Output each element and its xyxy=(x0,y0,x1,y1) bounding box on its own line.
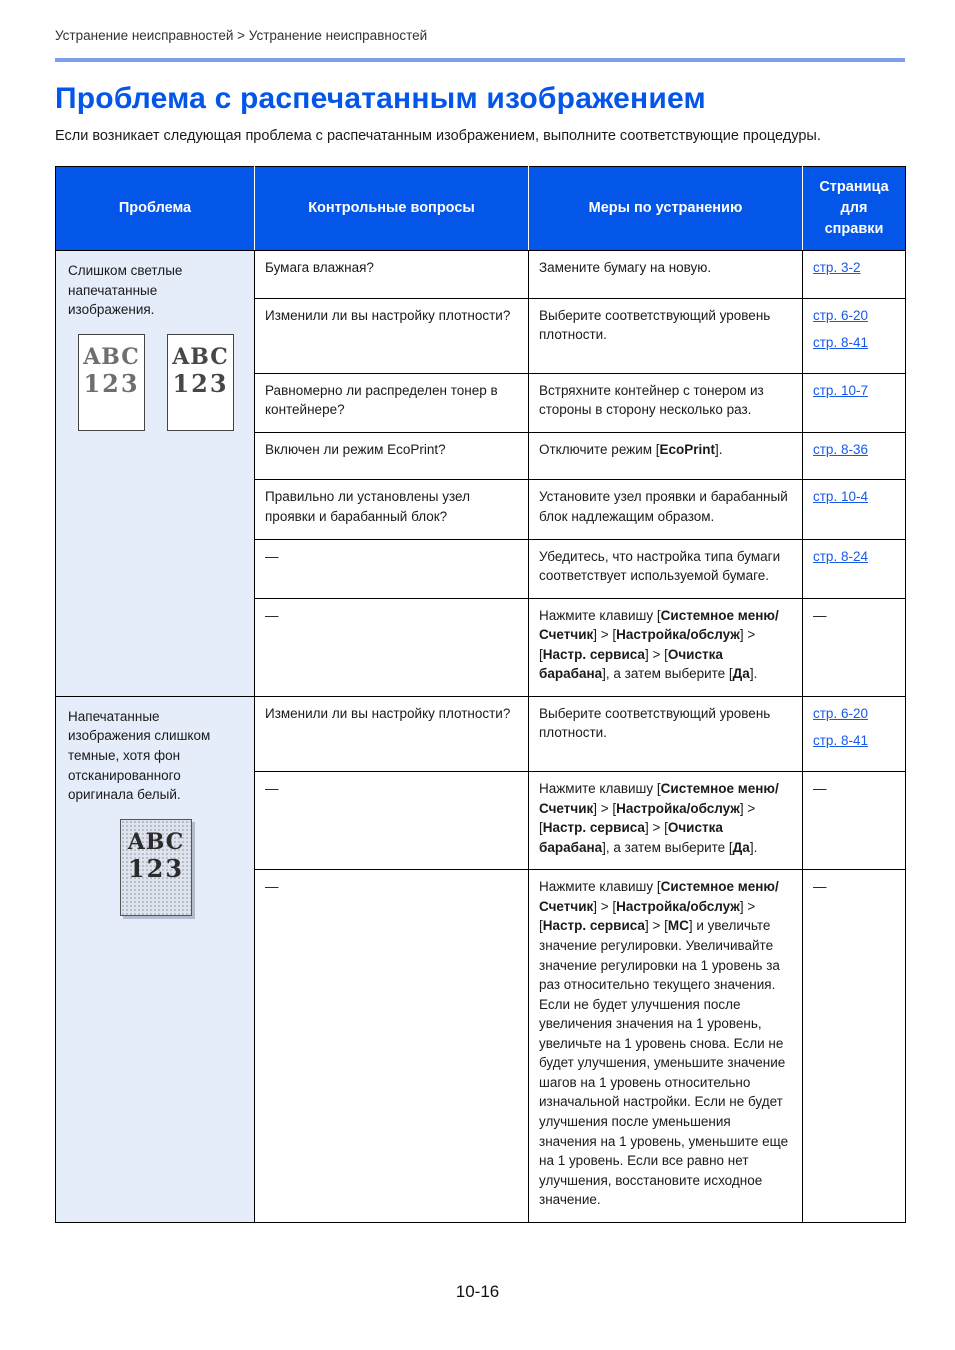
page-reference-link[interactable]: стр. 8-36 xyxy=(813,441,868,457)
reference-cell xyxy=(803,373,906,432)
page-content xyxy=(55,0,905,1223)
problem-cell xyxy=(56,696,255,1222)
problem-cell xyxy=(56,251,255,697)
question-cell: Бумага влажная? xyxy=(255,251,529,299)
remedy-cell: Установите узел проявки и барабанный блок надлежащим образом. xyxy=(529,480,803,539)
page-reference-link[interactable]: стр. 10-7 xyxy=(813,382,868,398)
remedy-cell: Выберите соответствующий уровень плотности. xyxy=(529,696,803,771)
reference-cell: — xyxy=(803,598,906,696)
header-questions: Контрольные вопросы xyxy=(255,167,529,251)
table-header xyxy=(56,167,906,251)
question-cell: — xyxy=(255,772,529,870)
intro-text: Если возникает следующая проблема с распечатанным изображением, выполните соответствующие процедуры. xyxy=(55,128,821,144)
page-title: Проблема с распечатанным изображением xyxy=(55,82,706,115)
problem-text: Напечатанные изображения слишком темные, хотя фон отсканированного оригинала белый. xyxy=(68,708,211,803)
reference-cell xyxy=(803,480,906,539)
print-sample-image: ABC 123 xyxy=(78,334,145,431)
remedy-cell: Отключите режим [EcoPrint]. xyxy=(529,432,803,480)
remedy-cell: Нажмите клавишу [Системное меню/Счетчик] > [Настройка/обслуж] > [Настр. сервиса] > [Очистка барабана], а затем выберите [Да]. xyxy=(529,772,803,870)
problem-text: Слишком светлые напечатанные изображения. xyxy=(68,263,183,318)
header-reference-page: Страница для справки xyxy=(803,167,906,251)
question-cell: — xyxy=(255,598,529,696)
print-samples xyxy=(68,819,244,916)
page-reference-link[interactable]: стр. 8-41 xyxy=(813,335,868,351)
header-remedies: Меры по устранению xyxy=(529,167,803,251)
reference-cell xyxy=(803,539,906,598)
page-reference-link[interactable]: стр. 10-4 xyxy=(813,489,868,505)
header-problem: Проблема xyxy=(56,167,255,251)
reference-cell: — xyxy=(803,772,906,870)
page-reference-link[interactable]: стр. 3-2 xyxy=(813,260,861,276)
question-cell: — xyxy=(255,539,529,598)
reference-cell xyxy=(803,432,906,480)
question-cell: Изменили ли вы настройку плотности? xyxy=(255,298,529,373)
reference-cell xyxy=(803,696,906,771)
question-cell: — xyxy=(255,870,529,1223)
reference-cell: — xyxy=(803,870,906,1223)
remedy-cell: Убедитесь, что настройка типа бумаги соответствует используемой бумаге. xyxy=(529,539,803,598)
print-sample-image: ABC 123 xyxy=(167,334,234,431)
remedy-cell: Замените бумагу на новую. xyxy=(529,251,803,299)
question-cell: Правильно ли установлены узел проявки и барабанный блок? xyxy=(255,480,529,539)
question-cell: Равномерно ли распределен тонер в контейнере? xyxy=(255,373,529,432)
troubleshooting-table xyxy=(55,166,906,1223)
question-cell: Изменили ли вы настройку плотности? xyxy=(255,696,529,771)
print-sample-image: ABC 123 xyxy=(120,819,192,916)
remedy-cell: Нажмите клавишу [Системное меню/Счетчик] > [Настройка/обслуж] > [Настр. сервиса] > [Очистка барабана], а затем выберите [Да]. xyxy=(529,598,803,696)
table-row xyxy=(56,696,906,771)
remedy-cell: Нажмите клавишу [Системное меню/Счетчик] > [Настройка/обслуж] > [Настр. сервиса] > [МС] и увеличьте значение регулировки. Увеличивайте значение регулировки на 1 уровень за раз относительно текущего значения. Если не будет улучшения после увеличения значения на 1 уровень, увеличьте на 1 уровень снова. Если не будет улучшения, уменьшите значение шагов на 1 уровень относительно изначальной настройки. Если не будет улучшения после уменьшения значения на 1 уровень, уменьшите еще на 1 уровень. Если все равно нет улучшения, восстановите исходное значение. xyxy=(529,870,803,1223)
reference-cell xyxy=(803,251,906,299)
breadcrumb: Устранение неисправностей > Устранение неисправностей xyxy=(55,28,428,43)
page-number: 10-16 xyxy=(455,1282,500,1301)
page-reference-link[interactable]: стр. 8-41 xyxy=(813,733,868,749)
page-reference-link[interactable]: стр. 8-24 xyxy=(813,548,868,564)
remedy-cell: Выберите соответствующий уровень плотности. xyxy=(529,298,803,373)
reference-cell xyxy=(803,298,906,373)
remedy-cell: Встряхните контейнер с тонером из стороны в сторону несколько раз. xyxy=(529,373,803,432)
page-reference-link[interactable]: стр. 6-20 xyxy=(813,705,868,721)
header-rule xyxy=(55,58,905,62)
question-cell: Включен ли режим EcoPrint? xyxy=(255,432,529,480)
print-samples xyxy=(78,334,244,431)
table-body xyxy=(56,251,906,1223)
page-reference-link[interactable]: стр. 6-20 xyxy=(813,307,868,323)
table-row xyxy=(56,251,906,299)
